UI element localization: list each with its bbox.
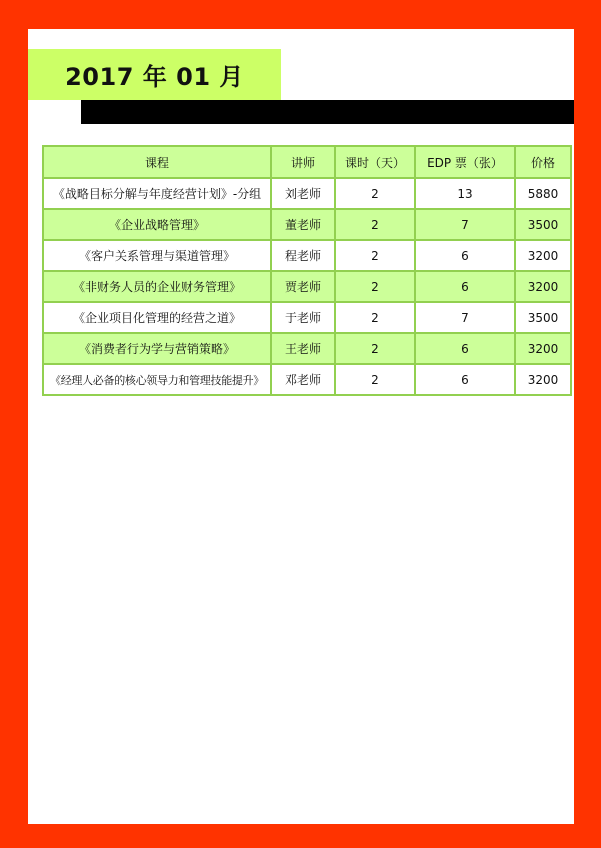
title-banner xyxy=(28,49,281,100)
header-hours: 课时（天） xyxy=(335,146,415,178)
header-course: 课程 xyxy=(43,146,271,178)
cell-course: 《企业项目化管理的经营之道》 xyxy=(43,302,271,333)
table-row xyxy=(43,240,571,271)
cell-edp: 7 xyxy=(415,209,515,240)
cell-price: 3500 xyxy=(515,302,571,333)
cell-course: 《客户关系管理与渠道管理》 xyxy=(43,240,271,271)
decorative-black-bar xyxy=(81,100,574,124)
document-page xyxy=(28,29,574,824)
cell-hours: 2 xyxy=(335,333,415,364)
header-teacher: 讲师 xyxy=(271,146,335,178)
cell-edp: 6 xyxy=(415,240,515,271)
cell-edp: 6 xyxy=(415,271,515,302)
cell-teacher: 王老师 xyxy=(271,333,335,364)
cell-course: 《战略目标分解与年度经营计划》-分组 xyxy=(43,178,271,209)
table-header-row xyxy=(43,146,571,178)
table-row xyxy=(43,209,571,240)
cell-edp: 6 xyxy=(415,333,515,364)
cell-price: 3200 xyxy=(515,271,571,302)
cell-course: 《非财务人员的企业财务管理》 xyxy=(43,271,271,302)
cell-hours: 2 xyxy=(335,271,415,302)
table-row xyxy=(43,302,571,333)
cell-price: 3200 xyxy=(515,364,571,395)
cell-hours: 2 xyxy=(335,364,415,395)
cell-teacher: 邓老师 xyxy=(271,364,335,395)
cell-price: 3200 xyxy=(515,240,571,271)
cell-edp: 7 xyxy=(415,302,515,333)
cell-course: 《企业战略管理》 xyxy=(43,209,271,240)
cell-course: 《经理人必备的核心领导力和管理技能提升》 xyxy=(43,364,271,395)
cell-hours: 2 xyxy=(335,302,415,333)
course-table xyxy=(42,145,572,396)
table-row xyxy=(43,364,571,395)
table-row xyxy=(43,271,571,302)
table-row xyxy=(43,178,571,209)
cell-teacher: 程老师 xyxy=(271,240,335,271)
header-edp: EDP 票（张） xyxy=(415,146,515,178)
cell-hours: 2 xyxy=(335,240,415,271)
cell-hours: 2 xyxy=(335,209,415,240)
cell-price: 5880 xyxy=(515,178,571,209)
header-price: 价格 xyxy=(515,146,571,178)
page-title: 2017 年 01 月 xyxy=(65,63,244,91)
cell-hours: 2 xyxy=(335,178,415,209)
cell-price: 3500 xyxy=(515,209,571,240)
cell-course: 《消费者行为学与营销策略》 xyxy=(43,333,271,364)
cell-teacher: 于老师 xyxy=(271,302,335,333)
cell-teacher: 贾老师 xyxy=(271,271,335,302)
cell-price: 3200 xyxy=(515,333,571,364)
cell-edp: 13 xyxy=(415,178,515,209)
cell-teacher: 董老师 xyxy=(271,209,335,240)
cell-edp: 6 xyxy=(415,364,515,395)
table-row xyxy=(43,333,571,364)
cell-teacher: 刘老师 xyxy=(271,178,335,209)
